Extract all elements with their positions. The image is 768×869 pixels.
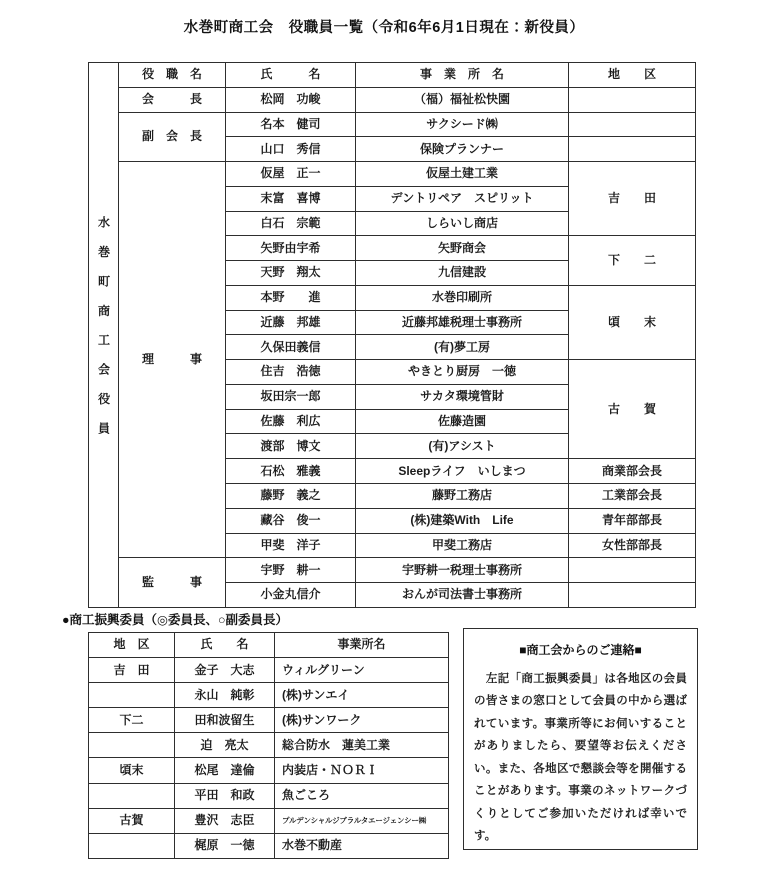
table-row	[89, 758, 449, 783]
district-cell: 頃 末	[569, 285, 696, 359]
district-cell: 古 賀	[569, 360, 696, 459]
name-cell: 松尾 達倫	[175, 758, 275, 783]
name-cell: 永山 純彰	[175, 683, 275, 708]
name-cell: 石松 雅義	[226, 459, 356, 484]
header-business: 事 業 所 名	[356, 63, 569, 88]
business-cell: 水巻印刷所	[356, 285, 569, 310]
business-cell: （福）福祉松快園	[356, 87, 569, 112]
name-cell: 平田 和政	[175, 783, 275, 808]
role-cell: 理 事	[119, 162, 226, 558]
district-cell	[569, 583, 696, 608]
name-cell: 矢野由宇希	[226, 236, 356, 261]
table-row	[89, 162, 696, 187]
name-cell: 天野 翔太	[226, 261, 356, 286]
page-title: 水巻町商工会 役職員一覧（令和6年6月1日現在：新役員）	[183, 20, 585, 36]
name-cell: 甲斐 洋子	[226, 533, 356, 558]
role-cell: 会 長	[119, 87, 226, 112]
name-cell: 小金丸信介	[226, 583, 356, 608]
role-cell: 副 会 長	[119, 112, 226, 162]
district-cell	[569, 112, 696, 137]
name-cell: 坂田宗一郎	[226, 384, 356, 409]
name-cell: 末富 喜博	[226, 186, 356, 211]
notice-body: 左記「商工振興委員」は各地区の会員の皆さまの窓口として会員の中から選ばれています。事業所等にお伺いすることがありましたら、要望等お伝えください。また、各地区で懇談会等を開催することがあります。事業のネットワークづくりとしてご参加いただければ幸いです。	[474, 673, 687, 842]
district-cell: 工業部会長	[569, 484, 696, 509]
business-cell: 内装店・ＮＯＲＩ	[275, 758, 449, 783]
table-row	[89, 733, 449, 758]
name-cell: 名本 健司	[226, 112, 356, 137]
role-cell: 監 事	[119, 558, 226, 608]
business-cell: 甲斐工務店	[356, 533, 569, 558]
business-cell: 佐藤造園	[356, 409, 569, 434]
table-row	[89, 558, 696, 583]
table-row	[89, 783, 449, 808]
business-cell: 藤野工務店	[356, 484, 569, 509]
business-cell: デントリペア スピリット	[356, 186, 569, 211]
business-cell: ウィルグリーン	[275, 658, 449, 683]
business-cell: 魚ごころ	[275, 783, 449, 808]
header-district: 地 区	[89, 633, 175, 658]
name-cell: 豊沢 志臣	[175, 808, 275, 833]
name-cell: 住吉 浩徳	[226, 360, 356, 385]
business-cell: (有)夢工房	[356, 335, 569, 360]
header-district: 地 区	[569, 63, 696, 88]
name-cell: 仮屋 正一	[226, 162, 356, 187]
org-side-label: 水巻町商工会役員	[96, 215, 111, 451]
business-cell: Sleepライフ いしまつ	[356, 459, 569, 484]
table-row	[89, 683, 449, 708]
name-cell: 近藤 邦雄	[226, 310, 356, 335]
business-cell: (株)サンワーク	[275, 708, 449, 733]
name-cell: 本野 進	[226, 285, 356, 310]
district-cell: 下二	[89, 708, 175, 733]
business-cell: やきとり厨房 一徳	[356, 360, 569, 385]
business-cell: しらいし商店	[356, 211, 569, 236]
notice-box	[463, 628, 698, 850]
district-cell: 青年部部長	[569, 508, 696, 533]
business-cell: (有)アシスト	[356, 434, 569, 459]
business-cell: 水巻不動産	[275, 833, 449, 858]
name-cell: 金子 大志	[175, 658, 275, 683]
district-cell	[89, 683, 175, 708]
business-cell: サクシード㈱	[356, 112, 569, 137]
name-cell: 宇野 耕一	[226, 558, 356, 583]
district-cell: 頃末	[89, 758, 175, 783]
business-cell: 矢野商会	[356, 236, 569, 261]
header-name: 氏 名	[175, 633, 275, 658]
business-cell: おんが司法書士事務所	[356, 583, 569, 608]
header-row	[89, 63, 696, 88]
name-cell: 田和波留生	[175, 708, 275, 733]
district-cell	[569, 137, 696, 162]
district-cell: 下 二	[569, 236, 696, 286]
district-cell	[569, 87, 696, 112]
org-side-label-cell	[89, 63, 119, 608]
committee-table	[88, 632, 449, 859]
header-row	[89, 633, 449, 658]
business-cell: 保険プランナー	[356, 137, 569, 162]
business-cell: 総合防水 蓮美工業	[275, 733, 449, 758]
name-cell: 松岡 功峻	[226, 87, 356, 112]
table-row	[89, 87, 696, 112]
business-cell: (株)サンエイ	[275, 683, 449, 708]
officer-table	[88, 62, 696, 608]
business-cell: 九信建設	[356, 261, 569, 286]
table-row	[89, 112, 696, 137]
notice-title: ■商工会からのご連絡■	[519, 643, 642, 657]
name-cell: 白石 宗範	[226, 211, 356, 236]
table-row	[89, 808, 449, 833]
district-cell: 古賀	[89, 808, 175, 833]
table-row	[89, 833, 449, 858]
business-cell: 近藤邦雄税理士事務所	[356, 310, 569, 335]
name-cell: 山口 秀信	[226, 137, 356, 162]
district-cell: 吉 田	[569, 162, 696, 236]
committee-section-label: ●商工振興委員（◎委員長、○副委員長）	[62, 613, 289, 627]
name-cell: 藤野 義之	[226, 484, 356, 509]
header-business: 事業所名	[275, 633, 449, 658]
table-row	[89, 708, 449, 733]
name-cell: 梶原 一徳	[175, 833, 275, 858]
business-cell: 宇野耕一税理士事務所	[356, 558, 569, 583]
business-cell: サカタ環境管財	[356, 384, 569, 409]
business-cell: 仮屋土建工業	[356, 162, 569, 187]
district-cell: 商業部会長	[569, 459, 696, 484]
district-cell	[569, 558, 696, 583]
district-cell	[89, 833, 175, 858]
district-cell	[89, 783, 175, 808]
name-cell: 藏谷 俊一	[226, 508, 356, 533]
table-row	[89, 658, 449, 683]
name-cell: 迫 亮太	[175, 733, 275, 758]
header-name: 氏 名	[226, 63, 356, 88]
name-cell: 渡部 博文	[226, 434, 356, 459]
business-cell: プルデンシャルジブラルタエージェンシー㈱	[275, 808, 449, 833]
district-cell	[89, 733, 175, 758]
district-cell: 吉 田	[89, 658, 175, 683]
business-cell: (株)建築With Life	[356, 508, 569, 533]
name-cell: 久保田義信	[226, 335, 356, 360]
header-role: 役 職 名	[119, 63, 226, 88]
name-cell: 佐藤 利広	[226, 409, 356, 434]
district-cell: 女性部部長	[569, 533, 696, 558]
